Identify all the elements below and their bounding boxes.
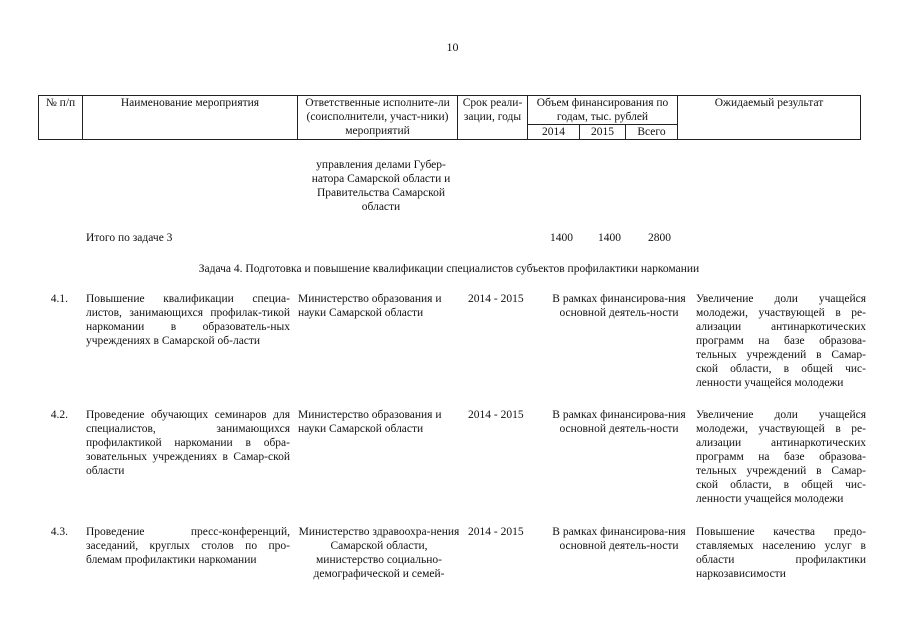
row-responsible: Министерство образования и науки Самарской области bbox=[298, 409, 442, 435]
row-term: 2014 - 2015 bbox=[468, 409, 524, 421]
row-financing: В рамках финансирова-ния основной деятель-ности bbox=[552, 293, 686, 319]
row-responsible: Министерство здравоохра-нения Самарской области, министерство социально-демографической и семей- bbox=[298, 526, 460, 580]
row-financing: В рамках финансирова-ния основной деятель-ности bbox=[552, 526, 686, 552]
row-name: Проведение пресс-конференций, заседаний, круглых столов по про-блемам профилактики наркомании bbox=[86, 526, 290, 566]
row-name: Повышение квалификации специа-листов, занимающихся профилак-тикой наркомании в образователь-ных учреждениях в Самарской об-ласти bbox=[86, 293, 290, 347]
row-number: 4.2. bbox=[50, 409, 68, 421]
row-result: Увеличение доли учащейся молодежи, участвующей в ре-ализации антинаркотических программ на базе образова-тельных учреждений в Самар-ской области, в общей чис-ленности учащейся молодежи bbox=[696, 293, 866, 389]
row-responsible: Министерство образования и науки Самарской области bbox=[298, 293, 442, 319]
total-task3-label: Итого по задаче 3 bbox=[86, 232, 173, 244]
header-name: Наименование мероприятия bbox=[83, 96, 298, 140]
page-number: 10 bbox=[446, 40, 459, 54]
header-responsible: Ответственные исполните-ли (соисполнители, участ-ники) мероприятий bbox=[298, 96, 458, 140]
continued-responsible: управления делами Губер-натора Самарской области и Правительства Самарской области bbox=[311, 159, 451, 213]
row-number: 4.1. bbox=[50, 293, 68, 305]
header-total: Всего bbox=[626, 125, 678, 140]
header-term: Срок реали-зации, годы bbox=[458, 96, 528, 140]
header-number: № п/п bbox=[39, 96, 83, 140]
row-name: Проведение обучающих семинаров для специалистов, занимающихся профилактикой наркомании в обра-зовательных учреждениях в Самар-ской области bbox=[86, 409, 290, 477]
header-year-2015: 2015 bbox=[580, 125, 626, 140]
row-term: 2014 - 2015 bbox=[468, 293, 524, 305]
row-result: Увеличение доли учащейся молодежи, участвующей в ре-ализации антинаркотических программ на базе образова-тельных учреждений в Самар-ской области, в общей чис-ленности учащейся молодежи bbox=[696, 409, 866, 505]
row-term: 2014 - 2015 bbox=[468, 526, 524, 538]
header-result: Ожидаемый результат bbox=[678, 96, 861, 140]
header-financing: Объем финансирования по годам, тыс. рублей bbox=[528, 96, 678, 125]
row-financing: В рамках финансирова-ния основной деятель-ности bbox=[552, 409, 686, 435]
task4-title: Задача 4. Подготовка и повышение квалификации специалистов субъектов профилактики наркомании bbox=[198, 263, 700, 275]
total-task3-2014: 1400 bbox=[550, 232, 573, 244]
total-task3-2015: 1400 bbox=[598, 232, 621, 244]
row-number: 4.3. bbox=[50, 526, 68, 538]
total-task3-total: 2800 bbox=[648, 232, 671, 244]
row-result: Повышение качества предо-ставляемых населению услуг в области профилактики наркозависимости bbox=[696, 526, 866, 580]
header-year-2014: 2014 bbox=[528, 125, 580, 140]
table-header bbox=[38, 95, 861, 140]
